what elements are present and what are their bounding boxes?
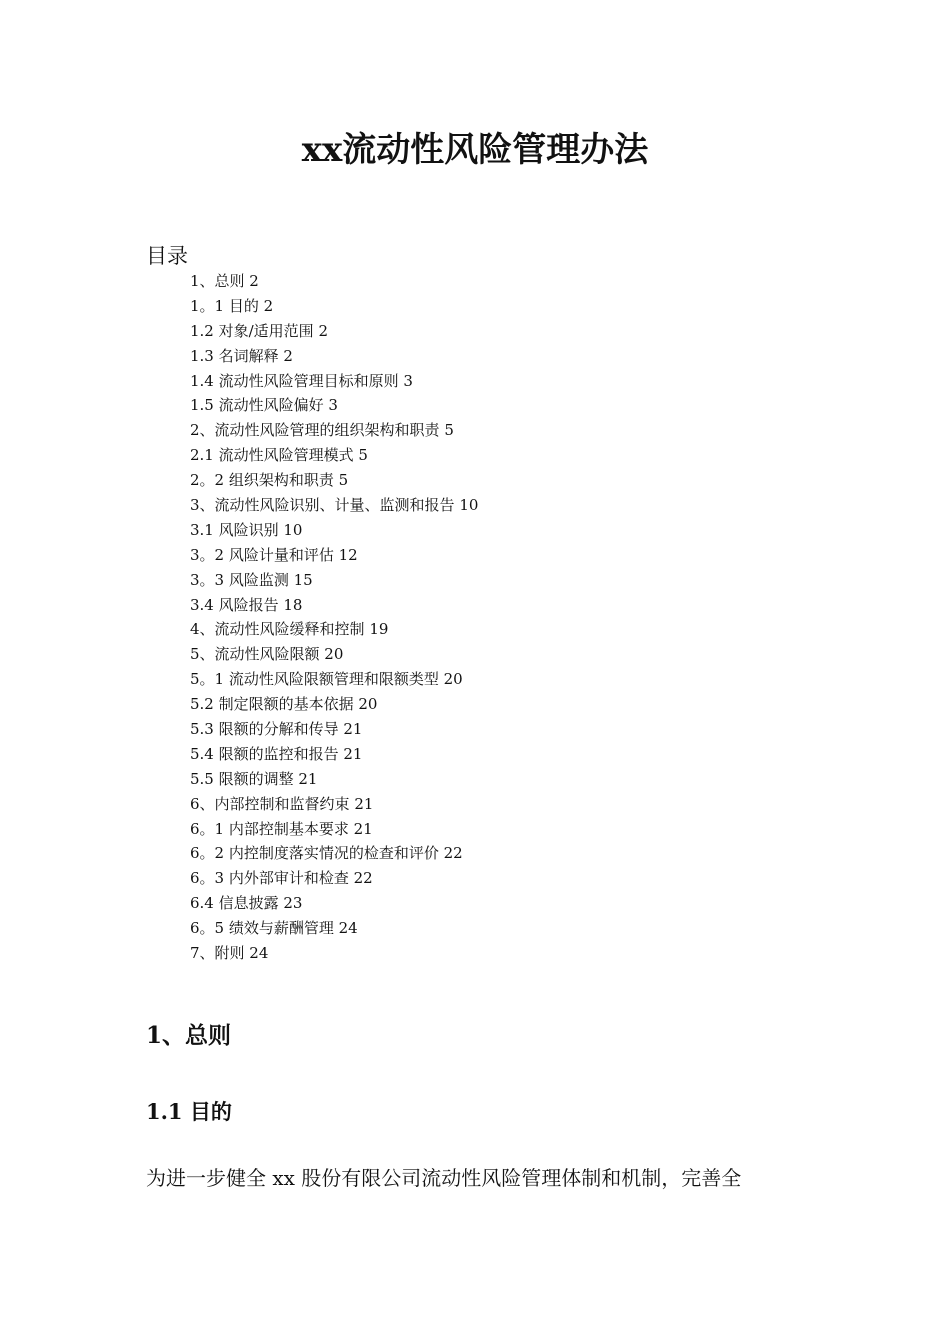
- toc-entry[interactable]: 3。3 风险监测 15: [190, 570, 313, 589]
- toc-heading: 目录: [146, 244, 188, 268]
- toc-entry[interactable]: 5.3 限额的分解和传导 21: [190, 720, 363, 739]
- section-heading-general: 1、总则: [146, 1022, 232, 1049]
- toc-entry[interactable]: 6。1 内部控制基本要求 21: [190, 819, 373, 838]
- toc-entry[interactable]: 1.5 流动性风险偏好 3: [190, 396, 338, 415]
- toc-entry[interactable]: 4、流动性风险缓释和控制 19: [190, 620, 389, 639]
- toc-entry[interactable]: 6。5 绩效与薪酬管理 24: [190, 919, 358, 938]
- toc-entry[interactable]: 6。2 内控制度落实情况的检查和评价 22: [190, 844, 463, 863]
- toc-entry[interactable]: 5.4 限额的监控和报告 21: [190, 744, 363, 763]
- document-title: xx流动性风险管理办法: [301, 130, 649, 170]
- toc-entry[interactable]: 6。3 内外部审计和检查 22: [190, 869, 373, 888]
- toc-entry[interactable]: 6、内部控制和监督约束 21: [190, 794, 374, 813]
- toc-entry[interactable]: 1、总则 2: [190, 272, 259, 290]
- table-of-contents: [190, 269, 478, 966]
- toc-entry[interactable]: 5.2 制定限额的基本依据 20: [190, 695, 378, 714]
- toc-entry[interactable]: 3。2 风险计量和评估 12: [190, 545, 358, 564]
- body-paragraph: 为进一步健全 xx 股份有限公司流动性风险管理体制和机制，完善全: [146, 1166, 742, 1190]
- toc-entry[interactable]: 2。2 组织架构和职责 5: [190, 471, 349, 490]
- toc-entry[interactable]: 5。1 流动性风险限额管理和限额类型 20: [190, 670, 463, 689]
- toc-entry[interactable]: 1.3 名词解释 2: [190, 346, 293, 365]
- toc-entry[interactable]: 6.4 信息披露 23: [190, 894, 303, 913]
- subsection-heading-purpose: 1.1 目的: [146, 1099, 232, 1124]
- toc-entry[interactable]: 3.1 风险识别 10: [190, 520, 303, 539]
- toc-entry[interactable]: 7、附则 24: [190, 944, 269, 963]
- toc-entry[interactable]: 1.2 对象/适用范围 2: [190, 321, 328, 340]
- toc-entry[interactable]: 3、流动性风险识别、计量、监测和报告 10: [190, 496, 479, 515]
- toc-entry[interactable]: 3.4 风险报告 18: [190, 595, 303, 614]
- toc-entry[interactable]: 1.4 流动性风险管理目标和原则 3: [190, 371, 413, 390]
- toc-entry[interactable]: 5、流动性风险限额 20: [190, 645, 344, 664]
- toc-entry[interactable]: 1。1 目的 2: [190, 296, 274, 315]
- toc-entry[interactable]: 5.5 限额的调整 21: [190, 769, 318, 788]
- toc-entry[interactable]: 2、流动性风险管理的组织架构和职责 5: [190, 421, 454, 440]
- toc-entry[interactable]: 2.1 流动性风险管理模式 5: [190, 446, 368, 465]
